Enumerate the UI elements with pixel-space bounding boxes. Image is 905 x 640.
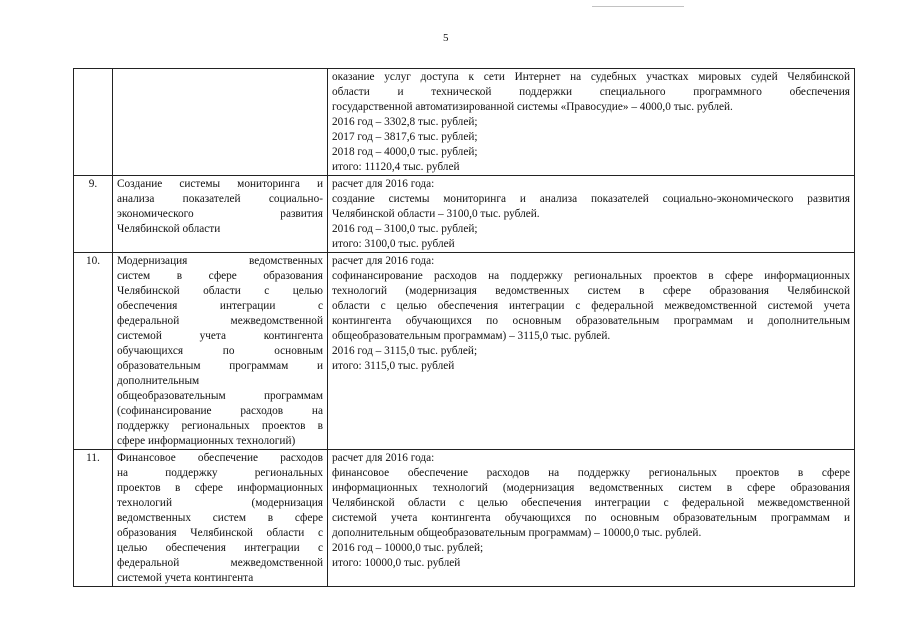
calculation-line: итого: 10000,0 тыс. рублей: [332, 557, 461, 569]
calculation-cell: [328, 450, 855, 587]
page-number: 5: [443, 32, 449, 44]
calculation-line: государственной автоматизированной системы «Правосудие» – 4000,0 тыс. рублей.: [332, 101, 733, 113]
expenditure-table: [73, 68, 855, 587]
activity-name-line: Финансовое обеспечение расходов: [117, 452, 323, 464]
calculation-line: оказание услуг доступа к сети Интернет на судебных участках мировых судей Челябинской: [332, 71, 850, 83]
activity-name-line: технологий (модернизация: [117, 497, 323, 509]
activity-name-line: федеральной межведомственной: [117, 557, 323, 569]
activity-name-line: образовательным программам и: [117, 360, 323, 372]
calculation-line: итого: 11120,4 тыс. рублей: [332, 161, 460, 173]
calculation-cell: [328, 253, 855, 450]
calculation-line: 2016 год – 3302,8 тыс. рублей;: [332, 116, 478, 128]
calculation-line: области и технической поддержки специального программного обеспечения: [332, 86, 850, 98]
calculation-line: 2016 год – 3100,0 тыс. рублей;: [332, 223, 478, 235]
calculation-line: общеобразовательным программам) – 3115,0 тыс. рублей.: [332, 330, 611, 342]
calculation-line: 2017 год – 3817,6 тыс. рублей;: [332, 131, 478, 143]
activity-name-line: экономического развития: [117, 208, 323, 220]
activity-name-line: дополнительным: [117, 375, 200, 387]
activity-name-line: обучающихся по основным: [117, 345, 323, 357]
activity-name-line: Создание системы мониторинга и: [117, 178, 323, 190]
activity-name-cell: [113, 450, 328, 587]
calculation-line: дополнительным общеобразовательным программам) – 10000,0 тыс. рублей.: [332, 527, 702, 539]
activity-name-line: анализа показателей социально-: [117, 193, 323, 205]
activity-name-line: на поддержку региональных: [117, 467, 323, 479]
calculation-line: контингента обучающихся по основным образовательным программам и дополнительным: [332, 315, 850, 327]
calculation-line: итого: 3115,0 тыс. рублей: [332, 360, 455, 372]
calculation-line: Челябинской области – 3100,0 тыс. рублей.: [332, 208, 540, 220]
calculation-line: расчет для 2016 года:: [332, 255, 435, 267]
calculation-line: технологий (модернизация ведомственных систем в сфере образования Челябинской: [332, 285, 850, 297]
row-number-cell: 10.: [74, 253, 113, 450]
activity-name-line: ведомственных систем в сфере: [117, 512, 323, 524]
table-row: [74, 176, 855, 253]
activity-name-line: системой учета контингента: [117, 572, 254, 584]
row-number-cell: 9.: [74, 176, 113, 253]
calculation-line: итого: 3100,0 тыс. рублей: [332, 238, 455, 250]
calculation-line: расчет для 2016 года:: [332, 452, 435, 464]
table-row: [74, 69, 855, 176]
activity-name-line: федеральной межведомственной: [117, 315, 323, 327]
calculation-line: финансовое обеспечение расходов на поддержку региональных проектов в сфере: [332, 467, 850, 479]
table-body: [74, 69, 855, 587]
calculation-line: 2016 год – 3115,0 тыс. рублей;: [332, 345, 478, 357]
calculation-line: области с целью обеспечения интеграции с федеральной межведомственной системой учета: [332, 300, 850, 312]
scan-artifact-marks: [592, 0, 684, 7]
activity-name-line: целью обеспечения интеграции с: [117, 542, 323, 554]
activity-name-line: поддержку региональных проектов в: [117, 420, 323, 432]
activity-name-line: образования Челябинской области с: [117, 527, 323, 539]
table-row: [74, 450, 855, 587]
calculation-cell: [328, 176, 855, 253]
activity-name-cell: [113, 253, 328, 450]
activity-name-line: сфере информационных технологий): [117, 435, 296, 447]
calculation-line: софинансирование расходов на поддержку региональных проектов в сфере информационных: [332, 270, 850, 282]
table-row: [74, 253, 855, 450]
calculation-line: системой учета контингента обучающихся по основным образовательным программам и: [332, 512, 850, 524]
calculation-line: расчет для 2016 года:: [332, 178, 435, 190]
activity-name-line: Челябинской области с целью: [117, 285, 323, 297]
activity-name-cell: [113, 176, 328, 253]
activity-name-cell: [113, 69, 328, 176]
activity-name-line: проектов в сфере информационных: [117, 482, 323, 494]
activity-name-line: общеобразовательным программам: [117, 390, 323, 402]
activity-name-line: системой учета контингента: [117, 330, 323, 342]
calculation-line: 2016 год – 10000,0 тыс. рублей;: [332, 542, 484, 554]
activity-name-line: обеспечения интеграции с: [117, 300, 323, 312]
activity-name-line: систем в сфере образования: [117, 270, 323, 282]
calculation-line: создание системы мониторинга и анализа показателей социально-экономического развития: [332, 193, 850, 205]
calculation-line: информационных технологий (модернизация ведомственных систем в сфере образования: [332, 482, 850, 494]
activity-name-line: Челябинской области: [117, 223, 221, 235]
activity-name-line: (софинансирование расходов на: [117, 405, 323, 417]
calculation-line: Челябинской области с целью обеспечения интеграции с федеральной межведомственной: [332, 497, 850, 509]
activity-name-line: Модернизация ведомственных: [117, 255, 323, 267]
calculation-line: 2018 год – 4000,0 тыс. рублей;: [332, 146, 478, 158]
row-number-cell: [74, 69, 113, 176]
row-number-cell: 11.: [74, 450, 113, 587]
calculation-cell: [328, 69, 855, 176]
